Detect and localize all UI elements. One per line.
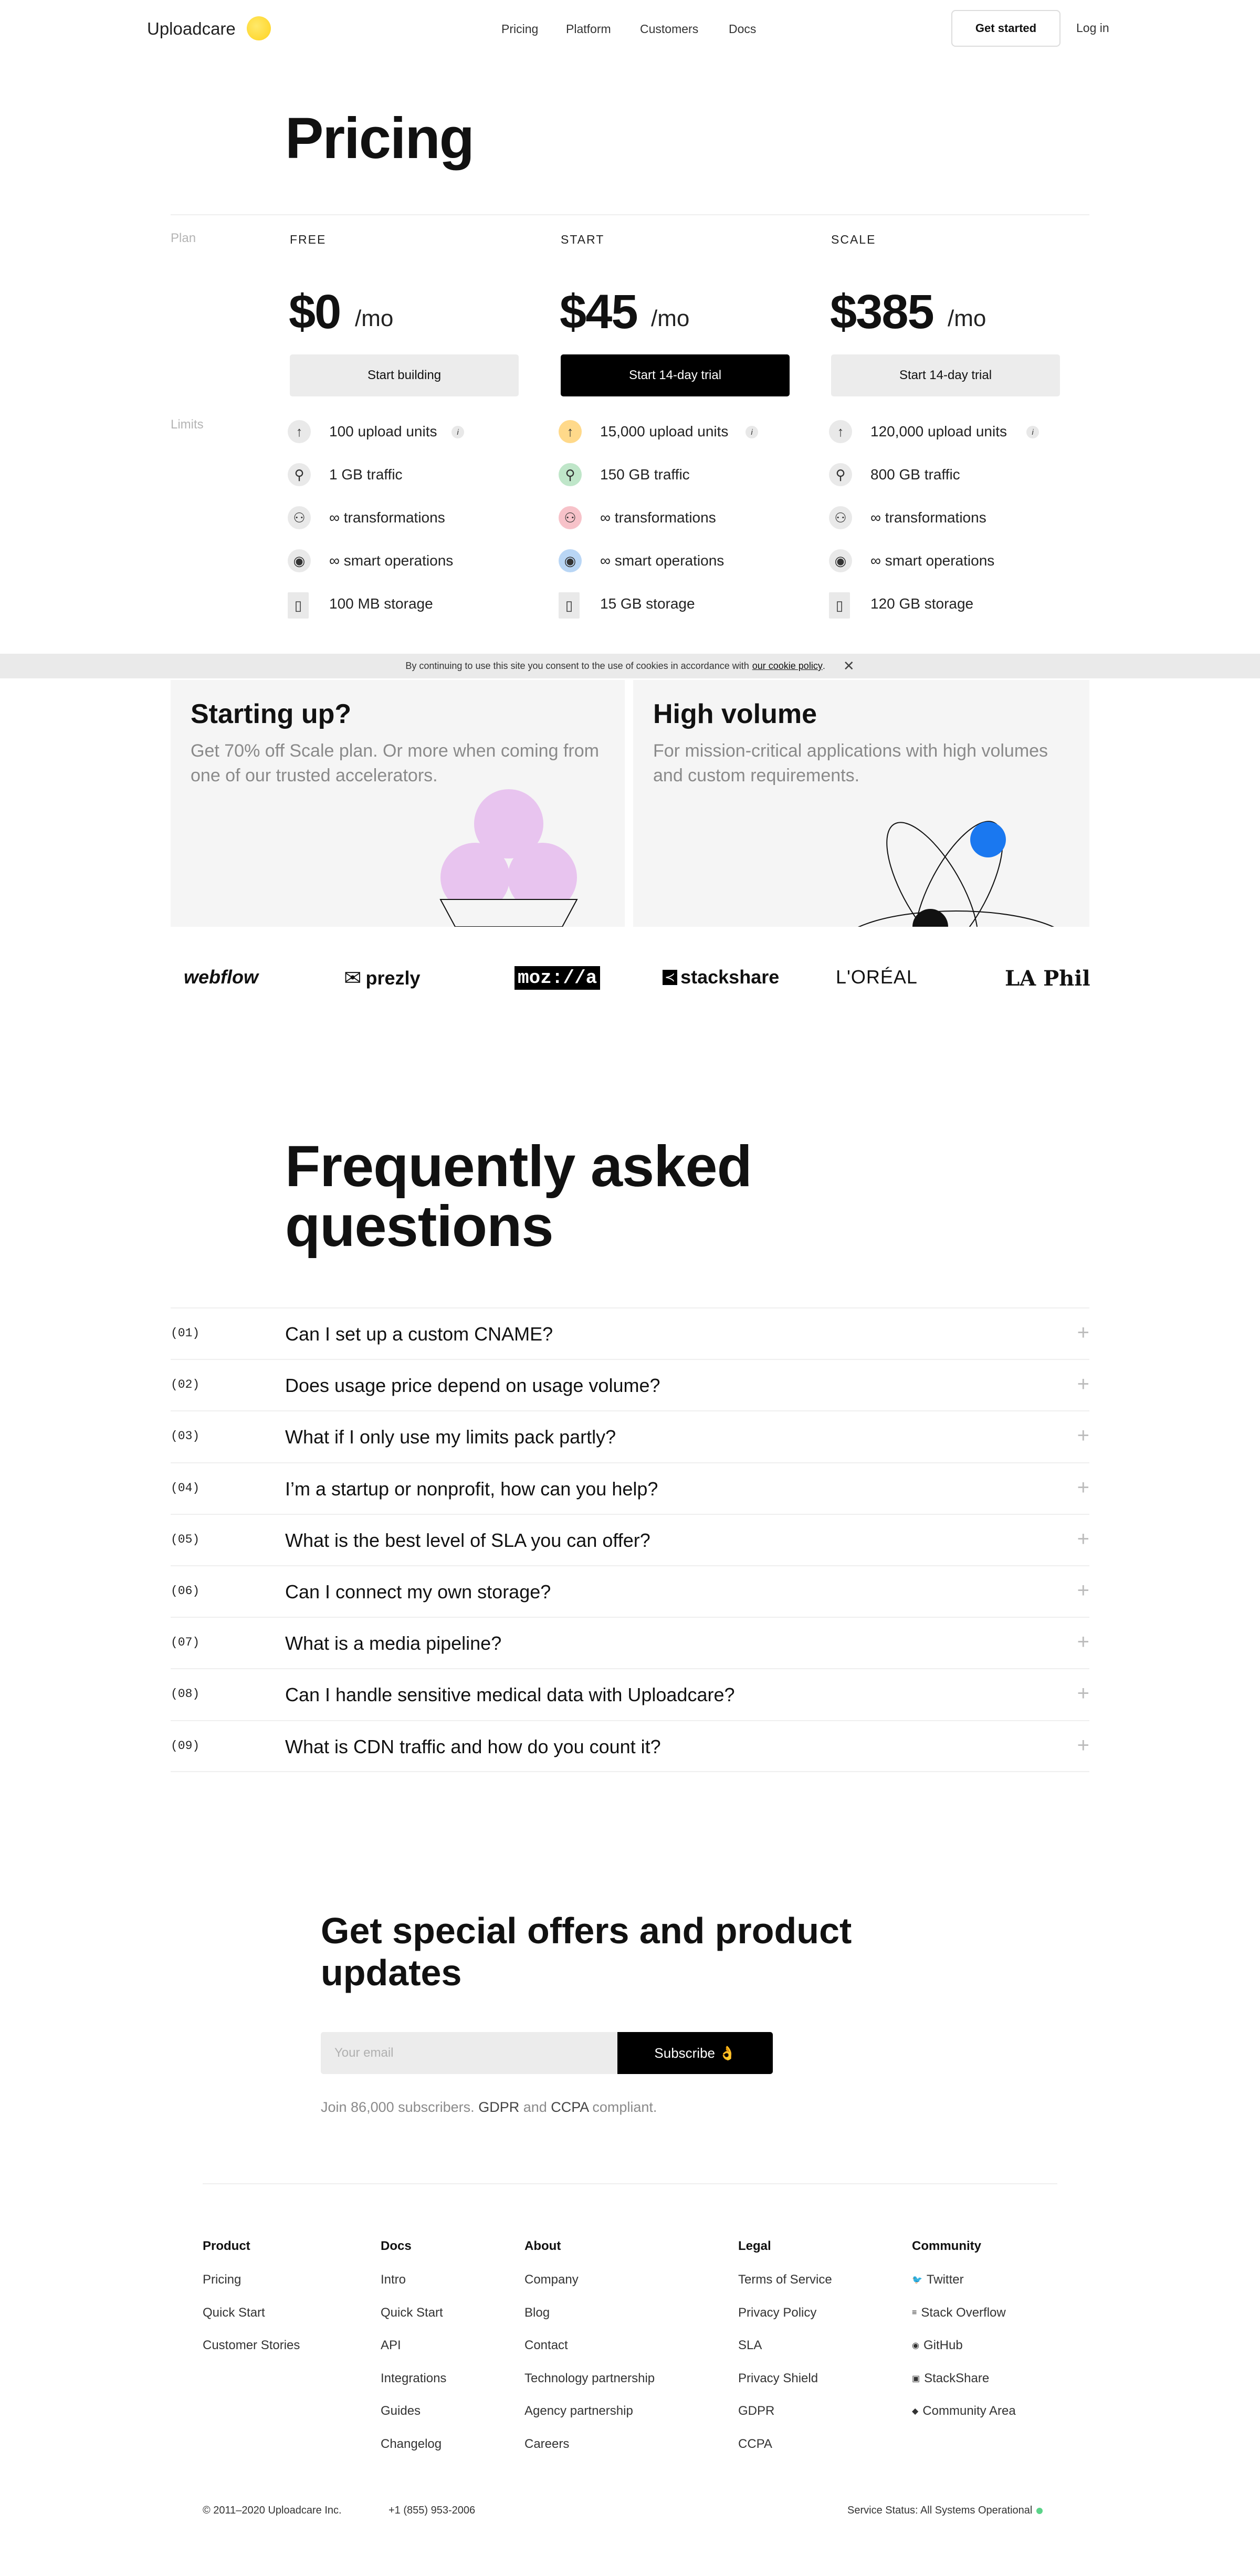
faq-title: Frequently asked questions — [285, 1134, 752, 1259]
plus-icon[interactable]: + — [1077, 1424, 1089, 1448]
footer-link[interactable]: Careers — [524, 2437, 570, 2451]
faq-item[interactable] — [171, 1668, 1089, 1720]
start-trial-button-start[interactable]: Start 14-day trial — [561, 354, 790, 396]
get-started-button[interactable]: Get started — [951, 10, 1060, 47]
limit-text: ∞ transformations — [600, 509, 716, 526]
logo-mozilla: moz://a — [514, 966, 600, 990]
limit-text: 150 GB traffic — [600, 466, 690, 483]
eye-icon: ◉ — [288, 549, 311, 572]
footer-link[interactable]: Terms of Service — [738, 2273, 832, 2287]
footer-link[interactable]: GDPR — [738, 2404, 775, 2418]
faq-question[interactable]: What is the best level of SLA you can offer? — [285, 1529, 650, 1551]
card-starting-up[interactable] — [171, 680, 625, 927]
footer-link[interactable]: CCPA — [738, 2437, 772, 2451]
faq-number: (01) — [171, 1326, 200, 1340]
atom-illustration — [833, 816, 1079, 927]
footer-heading: Docs — [381, 2239, 412, 2253]
storage-file-icon: ▯ — [559, 592, 580, 619]
traffic-icon: ⚲ — [829, 463, 852, 486]
footer-link[interactable]: SLA — [738, 2338, 762, 2353]
service-status[interactable]: Service Status: All Systems Operational — [847, 2505, 1043, 2517]
limit-text: ∞ smart operations — [329, 552, 454, 569]
subscribers-note: Join 86,000 subscribers. GDPR and CCPA compliant. — [321, 2099, 657, 2115]
divider — [171, 1771, 1089, 1772]
price-scale: $385 — [830, 285, 933, 339]
stack-overflow-icon: ≡ — [912, 2308, 917, 2317]
cookie-policy-link[interactable]: our cookie policy — [752, 661, 823, 671]
plan-name-start: START — [561, 233, 605, 246]
footer-link[interactable]: Contact — [524, 2338, 568, 2353]
footer-link[interactable]: ≡ Stack Overflow — [912, 2305, 1006, 2320]
faq-item[interactable] — [171, 1359, 1089, 1410]
newsletter-title: Get special offers and product updates — [321, 1910, 852, 1993]
plus-icon[interactable]: + — [1077, 1527, 1089, 1551]
faq-number: (04) — [171, 1481, 200, 1495]
footer-link[interactable]: Privacy Shield — [738, 2371, 818, 2385]
faq-question[interactable]: Can I set up a custom CNAME? — [285, 1323, 553, 1345]
nav-docs[interactable]: Docs — [729, 22, 757, 36]
faq-item[interactable] — [171, 1565, 1089, 1617]
limit-text: 800 GB traffic — [870, 466, 960, 483]
accelerator-illustration — [433, 785, 591, 927]
footer-link[interactable]: Changelog — [381, 2437, 442, 2451]
footer-link[interactable]: Privacy Policy — [738, 2305, 817, 2320]
prezly-icon: ✉ — [344, 967, 362, 990]
limit-text: ∞ smart operations — [600, 552, 724, 569]
info-icon[interactable]: i — [1026, 426, 1039, 438]
traffic-icon: ⚲ — [288, 463, 311, 486]
logo-sun-icon — [247, 16, 271, 40]
nav-customers[interactable]: Customers — [640, 22, 699, 36]
storage-file-icon: ▯ — [288, 592, 309, 619]
card-title: Starting up? — [191, 699, 352, 729]
faq-item[interactable] — [171, 1410, 1089, 1462]
footer-heading: Community — [912, 2239, 981, 2253]
start-trial-button-scale[interactable]: Start 14-day trial — [831, 354, 1060, 396]
twitter-icon: 🐦 — [912, 2276, 922, 2285]
plus-icon[interactable]: + — [1077, 1475, 1089, 1499]
faq-question[interactable]: Can I connect my own storage? — [285, 1581, 551, 1603]
price-start: $45 — [560, 285, 637, 339]
nav-platform[interactable]: Platform — [566, 22, 611, 36]
transformations-icon: ⚇ — [829, 506, 852, 529]
limit-text: 120 GB storage — [870, 595, 974, 612]
login-link[interactable]: Log in — [1076, 21, 1109, 35]
transformations-icon: ⚇ — [288, 506, 311, 529]
logo-webflow: webflow — [184, 966, 258, 988]
footer-link[interactable]: API — [381, 2338, 401, 2353]
info-icon[interactable]: i — [746, 426, 758, 438]
footer-link[interactable]: Guides — [381, 2404, 421, 2418]
card-high-volume[interactable] — [633, 680, 1089, 927]
limit-text: 120,000 upload units — [870, 423, 1007, 439]
footer-link[interactable]: Blog — [524, 2305, 550, 2320]
card-title: High volume — [653, 699, 817, 729]
footer-link[interactable]: Quick Start — [203, 2305, 265, 2320]
subscribe-button[interactable]: Subscribe 👌 — [617, 2032, 773, 2074]
limit-text: 100 upload units — [329, 423, 437, 439]
faq-question[interactable]: Does usage price depend on usage volume? — [285, 1375, 660, 1397]
footer-link[interactable]: 🐦 Twitter — [912, 2273, 964, 2287]
faq-number: (02) — [171, 1378, 200, 1392]
info-icon[interactable]: i — [452, 426, 464, 438]
divider — [203, 2183, 1057, 2184]
nav-pricing[interactable]: Pricing — [501, 22, 539, 36]
faq-item[interactable] — [171, 1720, 1089, 1772]
plus-icon[interactable]: + — [1077, 1321, 1089, 1344]
footer-heading: About — [524, 2239, 561, 2253]
close-icon[interactable]: ✕ — [843, 658, 855, 674]
faq-item[interactable] — [171, 1514, 1089, 1565]
footer-link[interactable]: Intro — [381, 2273, 406, 2287]
upload-arrow-icon: ↑ — [829, 420, 852, 443]
limit-text: 100 MB storage — [329, 595, 433, 612]
faq-question[interactable]: I’m a startup or nonprofit, how can you help? — [285, 1478, 658, 1500]
plus-icon[interactable]: + — [1077, 1373, 1089, 1396]
limit-text: ∞ smart operations — [870, 552, 995, 569]
logo-la-phil: LA Phil — [1005, 966, 1090, 991]
faq-number: (09) — [171, 1739, 200, 1753]
plus-icon[interactable]: + — [1077, 1733, 1089, 1757]
stackshare-icon: ≺ — [663, 970, 677, 985]
copyright: © 2011–2020 Uploadcare Inc. — [203, 2505, 342, 2516]
plus-icon[interactable]: + — [1077, 1579, 1089, 1602]
plan-name-free: FREE — [290, 233, 327, 246]
footer-link[interactable]: Quick Start — [381, 2305, 443, 2320]
logo-stackshare: ≺ stackshare — [663, 966, 779, 988]
price-unit-start: /mo — [651, 306, 690, 331]
faq-number: (07) — [171, 1636, 200, 1650]
plus-icon[interactable]: + — [1077, 1630, 1089, 1654]
faq-number: (05) — [171, 1532, 200, 1546]
footer-link[interactable]: Customer Stories — [203, 2338, 300, 2353]
ccpa-link[interactable]: CCPA — [551, 2099, 589, 2115]
cookie-text: By continuing to use this site you consent to the use of cookies in accordance with — [405, 661, 749, 671]
faq-number: (03) — [171, 1429, 200, 1443]
price-unit-free: /mo — [355, 306, 394, 331]
footer-link[interactable]: ▣ StackShare — [912, 2371, 990, 2385]
footer-link[interactable]: Pricing — [203, 2273, 242, 2287]
phone-link[interactable]: +1 (855) 953-2006 — [388, 2505, 476, 2516]
logo-prezly: ✉ prezly — [344, 967, 421, 990]
github-icon: ◉ — [912, 2341, 919, 2351]
footer-link[interactable]: Company — [524, 2273, 579, 2287]
faq-item[interactable] — [171, 1617, 1089, 1668]
footer-heading: Legal — [738, 2239, 771, 2253]
footer-link[interactable]: ◆ Community Area — [912, 2404, 1016, 2418]
limit-text: 1 GB traffic — [329, 466, 403, 483]
start-building-button[interactable]: Start building — [290, 354, 519, 396]
footer-link[interactable]: Agency partnership — [524, 2404, 633, 2418]
cookie-end: . — [822, 661, 825, 671]
faq-number: (08) — [171, 1687, 200, 1701]
faq-item[interactable] — [171, 1307, 1089, 1359]
faq-number: (06) — [171, 1584, 200, 1598]
plus-icon[interactable]: + — [1077, 1682, 1089, 1705]
plan-label: Plan — [171, 231, 196, 245]
upload-arrow-icon: ↑ — [288, 420, 311, 443]
upload-arrow-icon: ↑ — [559, 420, 582, 443]
status-dot-icon — [1036, 2508, 1043, 2514]
footer-heading: Product — [203, 2239, 250, 2253]
limit-text: ∞ transformations — [870, 509, 986, 526]
stackshare-icon: ▣ — [912, 2374, 920, 2383]
transformations-icon: ⚇ — [559, 506, 582, 529]
storage-file-icon: ▯ — [829, 592, 850, 619]
faq-item[interactable] — [171, 1462, 1089, 1514]
footer-link[interactable]: ◉ GitHub — [912, 2338, 963, 2353]
limits-label: Limits — [171, 417, 204, 432]
gdpr-link[interactable]: GDPR — [478, 2099, 520, 2115]
eye-icon: ◉ — [559, 549, 582, 572]
limit-text: 15,000 upload units — [600, 423, 729, 439]
card-subtitle: For mission-critical applications with high volumes and custom requirements. — [653, 741, 1048, 786]
logo-text[interactable]: Uploadcare — [147, 19, 236, 38]
faq-question[interactable]: What is a media pipeline? — [285, 1632, 502, 1654]
footer-link[interactable]: Integrations — [381, 2371, 447, 2385]
plan-name-scale: SCALE — [831, 233, 876, 246]
limit-text: ∞ transformations — [329, 509, 445, 526]
price-free: $0 — [289, 285, 341, 339]
community-icon: ◆ — [912, 2407, 919, 2416]
limit-text: 15 GB storage — [600, 595, 695, 612]
cookie-banner — [0, 654, 1260, 678]
faq-question[interactable]: What if I only use my limits pack partly? — [285, 1426, 616, 1448]
divider — [171, 214, 1089, 215]
footer-link[interactable]: Technology partnership — [524, 2371, 655, 2385]
faq-question[interactable]: What is CDN traffic and how do you count it? — [285, 1735, 661, 1757]
email-input[interactable] — [321, 2032, 617, 2074]
logo-loreal: L'ORÉAL — [836, 966, 918, 988]
page-title: Pricing — [285, 106, 474, 171]
card-subtitle: Get 70% off Scale plan. Or more when coming from one of our trusted accelerators. — [191, 741, 599, 786]
eye-icon: ◉ — [829, 549, 852, 572]
faq-question[interactable]: Can I handle sensitive medical data with Uploadcare? — [285, 1684, 735, 1706]
traffic-icon: ⚲ — [559, 463, 582, 486]
price-unit-scale: /mo — [948, 306, 986, 331]
